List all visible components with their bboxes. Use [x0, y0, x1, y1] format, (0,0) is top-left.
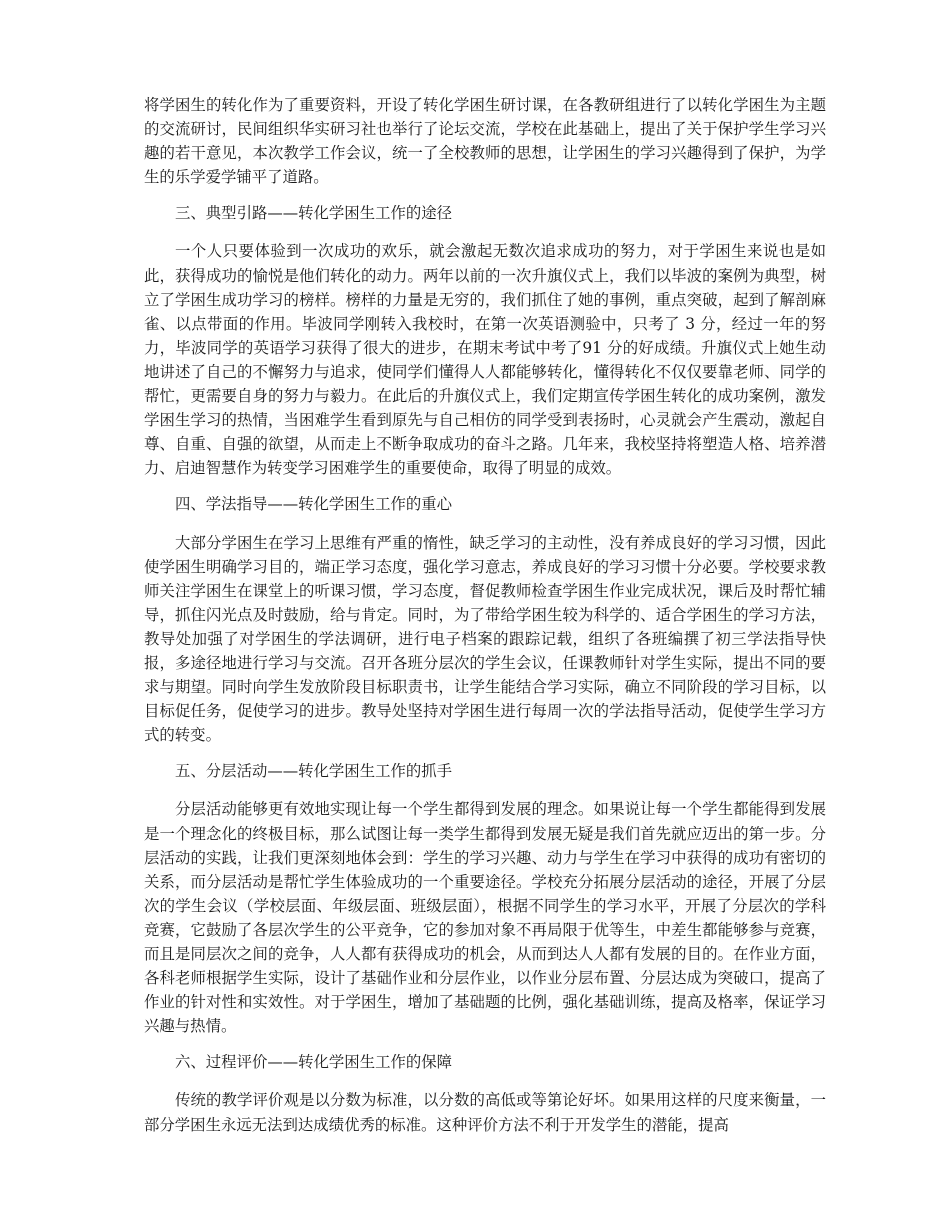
section-4-paragraph: 大部分学困生在学习上思维有严重的惰性，缺乏学习的主动性，没有养成良好的学习习惯，因此使学困生明确学习目的，端正学习态度，强化学习意志，养成良好的学习习惯十分必要。学校要求教师关注学困生在课堂上的听课习惯，学习态度，督促教师检查学困生作业完成状况，课后及时帮忙辅导，抓住闪光点及时鼓励，给与肯定。同时，为了带给学困生较为科学的、适合学困生的学习方法，教导处加强了对学困生的学法调研，进行电子档案的跟踪记载，组织了各班编撰了初三学法指导快报，多途径地进行学习与交流。召开各班分层次的学生会议，任课教师针对学生实际，提出不同的要求与期望。同时向学生发放阶段目标职责书，让学生能结合学习实际，确立不同阶段的学习目标，以目标促任务，促使学习的进步。教导处坚持对学困生进行每周一次的学法指导活动，促使学生学习方式的转变。	[144, 533, 826, 745]
section-6-heading: 六、过程评价——转化学困生工作的保障	[175, 1053, 453, 1072]
section-3-paragraph: 一个人只要体验到一次成功的欢乐，就会激起无数次追求成功的努力，对于学困生来说也是如此，获得成功的愉悦是他们转化的动力。两年以前的一次升旗仪式上，我们以毕波的案例为典型，树立了学困生成功学习的榜样。榜样的力量是无穷的，我们抓住了她的事例，重点突破，起到了解剖麻雀、以点带面的作用。毕波同学刚转入我校时，在第一次英语测验中，只考了 3 分，经过一年的努力，毕波同学的英语学习获得了很大的进步，在期末考试中考了91 分的好成绩。升旗仪式上她生动地讲述了自己的不懈努力与追求，使同学们懂得人人都能够转化，懂得转化不仅仅要靠老师、同学的帮忙，更需要自身的努力与毅力。在此后的升旗仪式上，我们定期宣传学困生转化的成功案例，激发学困生学习的热情，当困难学生看到原先与自己相仿的同学受到表扬时，心灵就会产生震动，激起自尊、自重、自强的欲望，从而走上不断争取成功的奋斗之路。几年来，我校坚持将塑造人格、培养潜力、启迪智慧作为转变学习困难学生的重要使命，取得了明显的成效。	[144, 242, 826, 478]
document-page	[144, 93, 826, 1137]
section-3-heading: 三、典型引路——转化学困生工作的途径	[175, 204, 453, 223]
section-5-heading: 五、分层活动——转化学困生工作的抓手	[175, 762, 453, 781]
section-4-heading: 四、学法指导——转化学困生工作的重心	[175, 495, 453, 514]
intro-paragraph: 将学困生的转化作为了重要资料，开设了转化学困生研讨课，在各教研组进行了以转化学困生为主题的交流研讨，民间组织华实研习社也举行了论坛交流，学校在此基础上，提出了关于保护学生学习兴趣的若干意见，本次教学工作会议，统一了全校教师的思想，让学困生的学习兴趣得到了保护，为学生的乐学爱学铺平了道路。	[144, 96, 826, 187]
section-5-paragraph: 分层活动能够更有效地实现让每一个学生都得到发展的理念。如果说让每一个学生都能得到发展是一个理念化的终极目标，那么试图让每一类学生都得到发展无疑是我们首先就应迈出的第一步。分层活动的实践，让我们更深刻地体会到：学生的学习兴趣、动力与学生在学习中获得的成功有密切的关系，而分层活动是帮忙学生体验成功的一个重要途径。学校充分拓展分层活动的途径，开展了分层次的学生会议（学校层面、年级层面、班级层面），根据不同学生的学习水平，开展了分层次的学科竞赛，它鼓励了各层次学生的公平竞争，它的参加对象不再局限于优等生，中差生都能够参与竞赛，而且是同层次之间的竞争，人人都有获得成功的机会，从而到达人人都有发展的目的。在作业方面，各科老师根据学生实际，设计了基础作业和分层作业，以作业分层布置、分层达成为突破口，提高了作业的针对性和实效性。对于学困生，增加了基础题的比例，强化基础训练，提高及格率，保证学习兴趣与热情。	[144, 800, 826, 1036]
section-6-paragraph: 传统的教学评价观是以分数为标准，以分数的高低或等第论好坏。如果用这样的尺度来衡量，一部分学困生永远无法到达成绩优秀的标准。这种评价方法不利于开发学生的潜能，提高	[144, 1091, 826, 1134]
